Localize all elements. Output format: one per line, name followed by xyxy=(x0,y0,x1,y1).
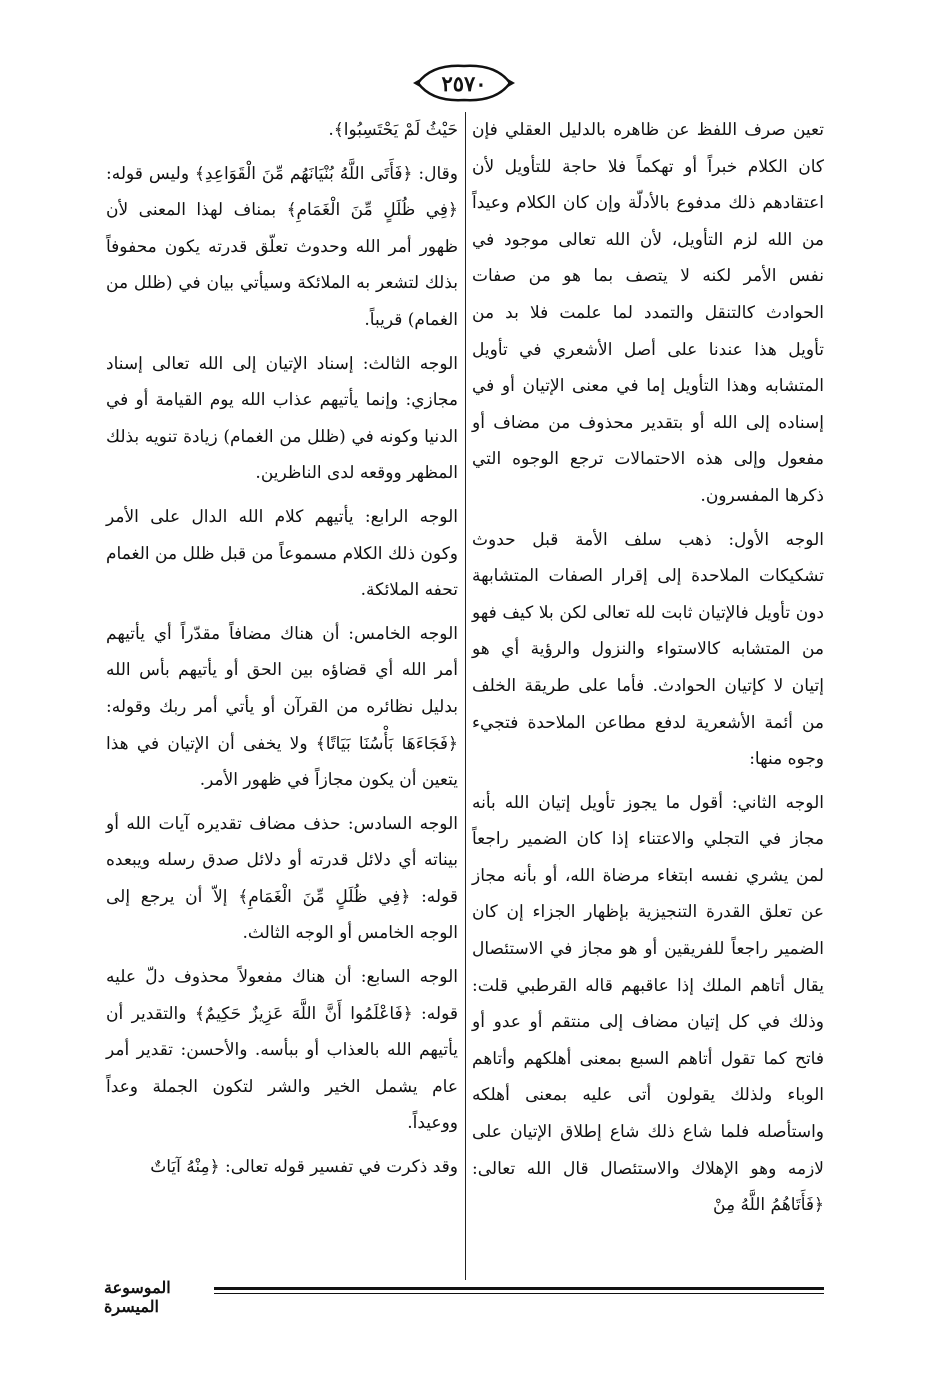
page-number-ornament xyxy=(412,62,516,104)
paragraph: تعين صرف اللفظ عن ظاهره بالدليل العقلي فإن كان الكلام خبراً أو تهكماً فلا حاجة للتأويل لأن اعتقادهم ذلك مدفوع بالأدلّة وإن كان الكلام وعيداً من الله لزم التأويل، لأن الله تعالى موجود في نفس الأمر لكنه لا يتصف بما هو من صفات الحوادث كالتنقل والتمدد لما علمت فلا بد من تأويل هذا عندنا على أصل الأشعري في تأويل المتشابه وهذا التأويل إما في معنى الإتيان أو في إسناده إلى الله أو بتقدير محذوف من مضاف أو مفعول وإلى هذه الاحتمالات ترجع الوجوه التي ذكرها المفسرون. xyxy=(472,120,824,506)
paragraph: الوجه السادس: حذف مضاف تقديره آيات الله أو بيناته أي دلائل قدرته أو دلائل صدق رسله ويبعده قوله: ﴿فِي ظُلَلٍ مِّنَ الْغَمَامِ﴾ إلاّ أن يرجع إلى الوجه الخامس أو الوجه الثالث. xyxy=(106,813,458,944)
paragraph: وقال: ﴿فَأَتَى اللَّهُ بُنْيَانَهُم مِّنَ الْقَوَاعِدِ﴾ وليس قوله: ﴿فِي ظُلَلٍ مِّنَ الْغَمَامِ﴾ بمناف لهذا المعنى لأن ظهور أمر الله وحدوث تعلّق قدرته يكون محفوفاً بذلك لتشعر به الملائكة وسيأتي بيان في (ظلل من الغمام) قريباً. xyxy=(106,163,458,330)
paragraph: وقد ذكرت في تفسير قوله تعالى: ﴿مِنْهُ آيَاتٌ xyxy=(150,1157,458,1178)
footer-rule xyxy=(214,1287,824,1294)
paragraph: حَيْثُ لَمْ يَحْتَسِبُوا﴾. xyxy=(328,120,458,140)
page-number: ٢٥٧٠ xyxy=(441,70,487,96)
paragraph: الوجه الثالث: إسناد الإتيان إلى الله تعالى إسناد مجازي: وإنما يأتيهم عذاب الله يوم القيامة أو في الدنيا وكونه في (ظلل من الغمام) زيادة تنويه بذلك المظهر ووقعه لدى الناظرين. xyxy=(106,353,458,484)
column-divider xyxy=(465,112,466,1280)
paragraph: الوجه السابع: أن هناك مفعولاً محذوف دلّ عليه قوله: ﴿فَاعْلَمُوا أَنَّ اللَّهَ عَزِيزٌ حَكِيمٌ﴾ والتقدير أن يأتيهم الله بالعذاب أو ببأسه. والأحسن: تقدير أمر عام يشمل الخير والشر لتكون الجملة وعداً ووعيداً. xyxy=(106,967,458,1134)
paragraph: الوجه الرابع: يأتيهم كلام الله الدال على الأمر وكون ذلك الكلام مسموعاً من قبل ظلل من الغمام تحفه الملائكة. xyxy=(106,506,458,601)
paragraph: الوجه الأول: ذهب سلف الأمة قبل حدوث تشكيكات الملاحدة إلى إقرار الصفات المتشابهة دون تأويل فالإتيان ثابت لله تعالى لكن بلا كيف فهو من المتشابه كالاستواء والنزول والرؤية أي هو إتيان لا كإتيان الحوادث. فأما على طريقة الخلف من أئمة الأشعرية لدفع مطاعن الملاحدة فتجيء وجوه منها: xyxy=(472,529,824,770)
right-column xyxy=(472,112,824,1231)
paragraph: الوجه الخامس: أن هناك مضافاً مقدّراً أي يأتيهم أمر الله أي قضاؤه بين الحق أو يأتيهم بأس الله بدليل نظائره من القرآن أو يأتي أمر ربك وقوله: ﴿فَجَاءَهَا بَأْسُنَا بَيَاتًا﴾ ولا يخفى أن الإتيان في هذا يتعين أن يكون مجازاً في ظهور الأمر. xyxy=(106,623,458,791)
footer-title: الموسوعة الميسرة xyxy=(104,1278,171,1316)
paragraph: الوجه الثاني: أقول ما يجوز تأويل إتيان الله بأنه مجاز في التجلي والاعتناء إذا كان الضمير راجعاً لمن يشري نفسه ابتغاء مرضاة الله، أو بأنه مجاز عن تعلق القدرة التنجيزية بإظهار الجزاء إن كان الضمير راجعاً للفريقين أو هو مجاز في الاستئصال يقال أتاهم الملك إذا عاقبهم قاله القرطبي قلت: وذلك في كل إتيان مضاف إلى منتقم أو عدو أو فاتح كما تقول أتاهم السبع بمعنى أهلكهم وأتاهم الوباء ولذلك يقولون أتى عليه بمعنى أهلكه واستأصله فلما شاع ذلك شاع إطلاق الإتيان على لازمه وهو الإهلاك والاستئصال قال الله تعالى: ﴿فَأَتَاهُمُ اللَّهُ مِنْ xyxy=(472,792,824,1216)
left-column xyxy=(106,112,458,1193)
